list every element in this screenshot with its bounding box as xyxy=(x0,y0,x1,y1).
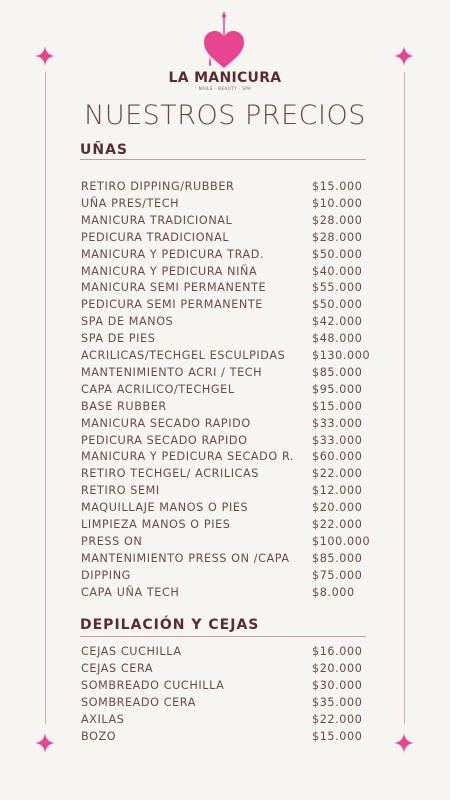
price-row xyxy=(81,662,371,679)
price-row xyxy=(81,484,371,501)
service-price: $22.000 xyxy=(312,467,363,481)
service-price: $28.000 xyxy=(312,230,363,244)
price-row xyxy=(81,417,371,434)
price-row xyxy=(81,180,371,197)
page-title: NUESTROS PRECIOS xyxy=(84,100,366,131)
price-row xyxy=(81,265,371,282)
price-row xyxy=(81,730,371,747)
service-name: LIMPIEZA MANOS O PIES xyxy=(81,518,231,531)
service-price: $22.000 xyxy=(312,713,363,726)
service-price: $22.000 xyxy=(312,518,363,531)
service-name: DIPPING xyxy=(81,568,131,582)
service-price: $10.000 xyxy=(312,196,363,210)
service-name: BOZO xyxy=(81,730,117,743)
service-name: MANICURA SEMI PERMANENTE xyxy=(81,281,267,295)
service-name: SPA DE MANOS xyxy=(81,315,174,329)
left-border-line xyxy=(45,72,46,724)
section-divider xyxy=(80,159,366,160)
price-row xyxy=(81,713,371,730)
price-row xyxy=(81,231,371,248)
service-price: $75.000 xyxy=(312,568,363,582)
price-row xyxy=(81,518,371,535)
service-price: $50.000 xyxy=(312,298,363,312)
price-row xyxy=(81,248,371,265)
service-price: $85.000 xyxy=(312,365,363,379)
service-name: RETIRO SEMI xyxy=(81,484,160,498)
service-price: $20.000 xyxy=(312,662,363,675)
price-row xyxy=(81,349,371,366)
service-price: $15.000 xyxy=(312,399,363,413)
price-row xyxy=(81,298,371,315)
service-name: MANICURA Y PEDICURA SECADO R. xyxy=(81,450,295,464)
service-price: $35.000 xyxy=(312,696,363,709)
right-border-line xyxy=(404,72,405,724)
service-name: MANTENIMIENTO ACRI / TECH xyxy=(81,365,263,379)
service-name: CAPA UÑA TECH xyxy=(81,585,180,599)
service-price: $55.000 xyxy=(312,281,363,295)
service-name: BASE RUBBER xyxy=(81,399,167,413)
service-price: $15.000 xyxy=(312,730,363,743)
sparkle-icon xyxy=(394,46,414,66)
brand-name: LA MANICURA xyxy=(168,70,282,86)
service-name: PEDICURA SEMI PERMANENTE xyxy=(81,298,263,312)
price-row xyxy=(81,315,371,332)
service-name: ACRILICAS/TECHGEL ESCULPIDAS xyxy=(81,349,286,362)
sparkle-icon xyxy=(394,733,414,753)
service-price: $100.000 xyxy=(312,534,371,548)
service-name: CEJAS CERA xyxy=(81,662,154,675)
price-row xyxy=(81,366,371,383)
service-name: MANICURA TRADICIONAL xyxy=(81,213,233,227)
price-row xyxy=(81,467,371,484)
service-price: $16.000 xyxy=(312,645,363,658)
service-price: $50.000 xyxy=(312,247,363,261)
sparkle-icon xyxy=(35,733,55,753)
price-row xyxy=(81,535,371,552)
service-name: MANICURA Y PEDICURA TRAD. xyxy=(81,247,265,261)
price-row xyxy=(81,400,371,417)
service-price: $15.000 xyxy=(312,180,363,193)
service-name: PEDICURA TRADICIONAL xyxy=(81,230,230,244)
service-name: MANTENIMIENTO PRESS ON /CAPA xyxy=(81,551,290,565)
service-name: CEJAS CUCHILLA xyxy=(81,645,182,658)
section-heading-nails: UÑAS xyxy=(80,142,129,158)
service-name: RETIRO TECHGEL/ ACRILICAS xyxy=(81,467,259,481)
service-name: PRESS ON xyxy=(81,534,143,548)
service-name: SOMBREADO CUCHILLA xyxy=(81,679,225,692)
price-row xyxy=(81,383,371,400)
service-name: SOMBREADO CERA xyxy=(81,696,196,709)
service-price: $42.000 xyxy=(312,315,363,329)
service-price: $12.000 xyxy=(312,484,363,498)
service-price: $60.000 xyxy=(312,450,363,464)
service-name: UÑA PRES/TECH xyxy=(81,196,180,210)
service-price: $8.000 xyxy=(312,585,355,599)
service-name: MAQUILLAJE MANOS O PIES xyxy=(81,501,249,515)
price-row xyxy=(81,197,371,214)
service-name: RETIRO DIPPING/RUBBER xyxy=(81,180,235,193)
price-row xyxy=(81,645,371,662)
price-row xyxy=(81,281,371,298)
service-price: $85.000 xyxy=(312,551,363,565)
service-price: $130.000 xyxy=(312,349,371,362)
service-price: $95.000 xyxy=(312,382,363,396)
service-name: SPA DE PIES xyxy=(81,332,156,346)
price-row xyxy=(81,434,371,451)
brand-tagline: NAILS · BEAUTY · SPA xyxy=(198,86,252,91)
service-name: MANICURA Y PEDICURA NIÑA xyxy=(81,264,258,278)
price-row xyxy=(81,501,371,518)
sparkle-icon xyxy=(35,46,55,66)
service-name: PEDICURA SECADO RAPIDO xyxy=(81,433,248,447)
section-heading-waxing: DEPILACIÓN Y CEJAS xyxy=(80,617,260,633)
price-row xyxy=(81,552,371,569)
heart-drip-icon xyxy=(200,12,248,74)
service-name: CAPA ACRILICO/TECHGEL xyxy=(81,382,235,396)
price-row xyxy=(81,696,371,713)
service-price: $30.000 xyxy=(312,679,363,692)
price-row xyxy=(81,586,371,603)
price-row xyxy=(81,569,371,586)
section-divider xyxy=(80,636,366,637)
price-row xyxy=(81,214,371,231)
service-name: MANICURA SECADO RAPIDO xyxy=(81,416,251,430)
price-row xyxy=(81,679,371,696)
service-price: $20.000 xyxy=(312,501,363,515)
service-name: AXILAS xyxy=(81,713,125,726)
service-price: $48.000 xyxy=(312,332,363,346)
service-price: $33.000 xyxy=(312,416,363,430)
service-price: $28.000 xyxy=(312,213,363,227)
price-row xyxy=(81,332,371,349)
service-price: $40.000 xyxy=(312,264,363,278)
price-row xyxy=(81,450,371,467)
service-price: $33.000 xyxy=(312,433,363,447)
